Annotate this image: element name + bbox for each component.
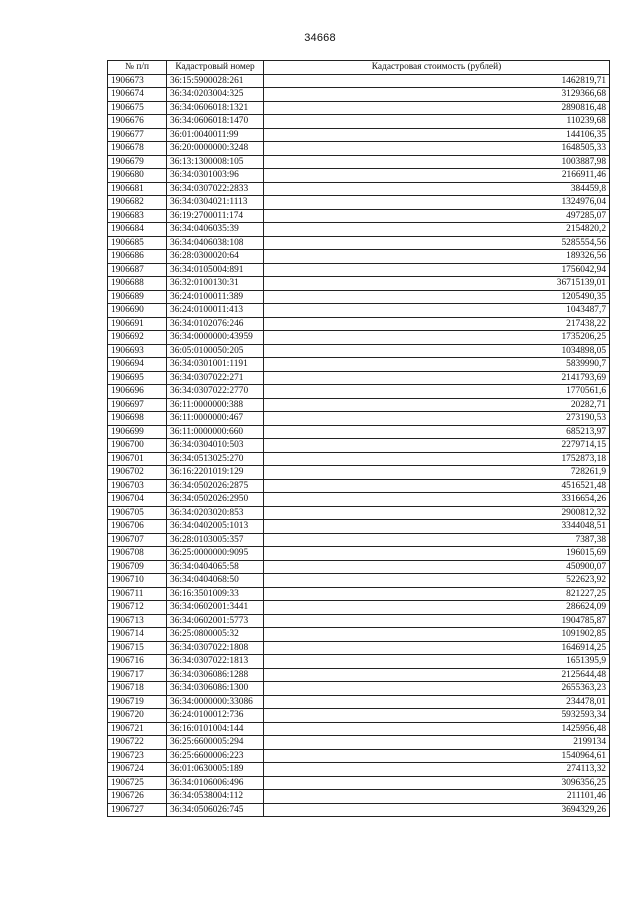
cadastral-number-cell: 36:34:0502026:2875 <box>167 479 264 493</box>
row-number-cell: 1906714 <box>108 628 167 642</box>
cadastral-number-cell: 36:16:0101004:144 <box>167 722 264 736</box>
cadastral-number-cell: 36:34:0307022:1808 <box>167 641 264 655</box>
cadastral-number-cell: 36:34:0404068:50 <box>167 574 264 588</box>
table-row <box>108 155 610 169</box>
row-number-cell: 1906716 <box>108 655 167 669</box>
cadastral-value-cell: 1462819,71 <box>264 74 610 88</box>
table-row <box>108 169 610 183</box>
row-number-cell: 1906685 <box>108 236 167 250</box>
cadastral-value-cell: 1735206,25 <box>264 331 610 345</box>
row-number-cell: 1906690 <box>108 304 167 318</box>
table-row <box>108 385 610 399</box>
table-row <box>108 722 610 736</box>
row-number-cell: 1906708 <box>108 547 167 561</box>
cadastral-value-cell: 217438,22 <box>264 317 610 331</box>
cadastral-number-cell: 36:34:0502026:2950 <box>167 493 264 507</box>
table-row <box>108 182 610 196</box>
cadastral-value-cell: 1425956,48 <box>264 722 610 736</box>
cadastral-value-cell: 1904785,87 <box>264 614 610 628</box>
table-row <box>108 74 610 88</box>
cadastral-value-cell: 3129366,68 <box>264 88 610 102</box>
table-row <box>108 493 610 507</box>
cadastral-value-cell: 2655363,23 <box>264 682 610 696</box>
cadastral-number-cell: 36:34:0307022:271 <box>167 371 264 385</box>
cadastral-value-cell: 2166911,46 <box>264 169 610 183</box>
cadastral-value-cell: 196015,69 <box>264 547 610 561</box>
cadastral-value-cell: 1324976,04 <box>264 196 610 210</box>
table-row <box>108 533 610 547</box>
cadastral-value-cell: 2141793,69 <box>264 371 610 385</box>
cadastral-value-cell: 2154820,2 <box>264 223 610 237</box>
cadastral-value-cell: 36715139,01 <box>264 277 610 291</box>
cadastral-value-cell: 3344048,51 <box>264 520 610 534</box>
table-row <box>108 344 610 358</box>
table-row <box>108 560 610 574</box>
row-number-cell: 1906709 <box>108 560 167 574</box>
row-number-cell: 1906704 <box>108 493 167 507</box>
row-number-cell: 1906722 <box>108 736 167 750</box>
cadastral-value-cell: 274113,32 <box>264 763 610 777</box>
cadastral-value-cell: 2199134 <box>264 736 610 750</box>
row-number-cell: 1906698 <box>108 412 167 426</box>
cadastral-number-cell: 36:34:0406035:39 <box>167 223 264 237</box>
cadastral-value-cell: 273190,53 <box>264 412 610 426</box>
cadastral-number-cell: 36:34:0402005:1013 <box>167 520 264 534</box>
row-number-cell: 1906715 <box>108 641 167 655</box>
header-cadastral-number: Кадастровый номер <box>167 61 264 75</box>
cadastral-number-cell: 36:28:0300020:64 <box>167 250 264 264</box>
cadastral-number-cell: 36:34:0606018:1470 <box>167 115 264 129</box>
cadastral-value-cell: 1646914,25 <box>264 641 610 655</box>
cadastral-number-cell: 36:34:0602001:3441 <box>167 601 264 615</box>
cadastral-value-cell: 3694329,26 <box>264 803 610 817</box>
table-row <box>108 412 610 426</box>
cadastral-value-cell: 2125644,48 <box>264 668 610 682</box>
table-row <box>108 358 610 372</box>
cadastral-value-cell: 728261,9 <box>264 466 610 480</box>
row-number-cell: 1906689 <box>108 290 167 304</box>
cadastral-number-cell: 36:11:0000000:388 <box>167 398 264 412</box>
table-row <box>108 209 610 223</box>
row-number-cell: 1906726 <box>108 790 167 804</box>
cadastral-value-cell: 1756042,94 <box>264 263 610 277</box>
cadastral-value-cell: 1648505,33 <box>264 142 610 156</box>
cadastral-number-cell: 36:34:0307022:2770 <box>167 385 264 399</box>
cadastral-number-cell: 36:13:1300008:105 <box>167 155 264 169</box>
cadastral-number-cell: 36:34:0105004:891 <box>167 263 264 277</box>
cadastral-number-cell: 36:34:0304010:503 <box>167 439 264 453</box>
row-number-cell: 1906723 <box>108 749 167 763</box>
cadastral-value-cell: 1651395,9 <box>264 655 610 669</box>
table-row <box>108 277 610 291</box>
cadastral-value-cell: 3316654,26 <box>264 493 610 507</box>
table-row <box>108 641 610 655</box>
cadastral-number-cell: 36:25:6600006:223 <box>167 749 264 763</box>
cadastral-value-table <box>107 60 610 817</box>
cadastral-value-cell: 497285,07 <box>264 209 610 223</box>
page-number: 34668 <box>304 32 336 44</box>
table-row <box>108 250 610 264</box>
row-number-cell: 1906707 <box>108 533 167 547</box>
cadastral-number-cell: 36:15:5900028:261 <box>167 74 264 88</box>
row-number-cell: 1906700 <box>108 439 167 453</box>
cadastral-number-cell: 36:34:0602001:5773 <box>167 614 264 628</box>
row-number-cell: 1906693 <box>108 344 167 358</box>
row-number-cell: 1906694 <box>108 358 167 372</box>
cadastral-value-cell: 110239,68 <box>264 115 610 129</box>
cadastral-value-cell: 1205490,35 <box>264 290 610 304</box>
table-row <box>108 452 610 466</box>
cadastral-value-cell: 821227,25 <box>264 587 610 601</box>
cadastral-number-cell: 36:25:0000000:9095 <box>167 547 264 561</box>
cadastral-number-cell: 36:01:0040011:99 <box>167 128 264 142</box>
cadastral-value-cell: 5839990,7 <box>264 358 610 372</box>
table-row <box>108 601 610 615</box>
row-number-cell: 1906712 <box>108 601 167 615</box>
row-number-cell: 1906687 <box>108 263 167 277</box>
row-number-cell: 1906720 <box>108 709 167 723</box>
row-number-cell: 1906681 <box>108 182 167 196</box>
row-number-cell: 1906706 <box>108 520 167 534</box>
cadastral-number-cell: 36:34:0307022:2833 <box>167 182 264 196</box>
table-row <box>108 668 610 682</box>
table-row <box>108 304 610 318</box>
row-number-cell: 1906691 <box>108 317 167 331</box>
table-row <box>108 263 610 277</box>
row-number-cell: 1906677 <box>108 128 167 142</box>
table-row <box>108 628 610 642</box>
table-row <box>108 196 610 210</box>
cadastral-number-cell: 36:34:0606018:1321 <box>167 101 264 115</box>
row-number-cell: 1906724 <box>108 763 167 777</box>
table-row <box>108 587 610 601</box>
table-row <box>108 506 610 520</box>
cadastral-value-cell: 144106,35 <box>264 128 610 142</box>
table-row <box>108 790 610 804</box>
cadastral-value-cell: 7387,38 <box>264 533 610 547</box>
table-row <box>108 115 610 129</box>
cadastral-value-cell: 2900812,32 <box>264 506 610 520</box>
cadastral-number-cell: 36:34:0406038:108 <box>167 236 264 250</box>
table-row <box>108 614 610 628</box>
table-row <box>108 142 610 156</box>
table-row <box>108 803 610 817</box>
cadastral-number-cell: 36:11:0000000:467 <box>167 412 264 426</box>
table-header-row <box>108 61 610 75</box>
row-number-cell: 1906725 <box>108 776 167 790</box>
row-number-cell: 1906679 <box>108 155 167 169</box>
table-row <box>108 749 610 763</box>
table-row <box>108 776 610 790</box>
cadastral-number-cell: 36:16:3501009:33 <box>167 587 264 601</box>
cadastral-value-cell: 5285554,56 <box>264 236 610 250</box>
cadastral-number-cell: 36:25:6600005:294 <box>167 736 264 750</box>
row-number-cell: 1906717 <box>108 668 167 682</box>
cadastral-value-cell: 1770561,6 <box>264 385 610 399</box>
cadastral-value-cell: 384459,8 <box>264 182 610 196</box>
cadastral-number-cell: 36:34:0203020:853 <box>167 506 264 520</box>
table-row <box>108 223 610 237</box>
cadastral-number-cell: 36:34:0000000:33086 <box>167 695 264 709</box>
row-number-cell: 1906675 <box>108 101 167 115</box>
cadastral-value-cell: 2890816,48 <box>264 101 610 115</box>
table-row <box>108 101 610 115</box>
header-cadastral-value: Кадастровая стоимость (рублей) <box>264 61 610 75</box>
table-row <box>108 574 610 588</box>
cadastral-number-cell: 36:34:0102076:246 <box>167 317 264 331</box>
cadastral-number-cell: 36:34:0203004:325 <box>167 88 264 102</box>
cadastral-number-cell: 36:25:0800005:32 <box>167 628 264 642</box>
table-row <box>108 398 610 412</box>
cadastral-number-cell: 36:28:0103005:357 <box>167 533 264 547</box>
cadastral-number-cell: 36:34:0538004:112 <box>167 790 264 804</box>
row-number-cell: 1906711 <box>108 587 167 601</box>
row-number-cell: 1906683 <box>108 209 167 223</box>
row-number-cell: 1906678 <box>108 142 167 156</box>
table-row <box>108 128 610 142</box>
cadastral-number-cell: 36:34:0506026:745 <box>167 803 264 817</box>
row-number-cell: 1906718 <box>108 682 167 696</box>
cadastral-number-cell: 36:34:0301003:96 <box>167 169 264 183</box>
table-row <box>108 695 610 709</box>
cadastral-value-cell: 522623,92 <box>264 574 610 588</box>
row-number-cell: 1906673 <box>108 74 167 88</box>
row-number-cell: 1906703 <box>108 479 167 493</box>
cadastral-number-cell: 36:24:0100012:736 <box>167 709 264 723</box>
row-number-cell: 1906680 <box>108 169 167 183</box>
table-body <box>108 74 610 817</box>
cadastral-number-cell: 36:19:2700011:174 <box>167 209 264 223</box>
cadastral-number-cell: 36:34:0000000:43959 <box>167 331 264 345</box>
row-number-cell: 1906721 <box>108 722 167 736</box>
cadastral-value-cell: 5932593,34 <box>264 709 610 723</box>
cadastral-value-cell: 20282,71 <box>264 398 610 412</box>
table-row <box>108 331 610 345</box>
row-number-cell: 1906676 <box>108 115 167 129</box>
cadastral-value-cell: 286624,09 <box>264 601 610 615</box>
cadastral-number-cell: 36:34:0404065:58 <box>167 560 264 574</box>
table-row <box>108 371 610 385</box>
cadastral-value-cell: 3096356,25 <box>264 776 610 790</box>
cadastral-number-cell: 36:34:0301001:1191 <box>167 358 264 372</box>
cadastral-value-cell: 234478,01 <box>264 695 610 709</box>
row-number-cell: 1906684 <box>108 223 167 237</box>
cadastral-value-cell: 189326,56 <box>264 250 610 264</box>
cadastral-number-cell: 36:34:0306086:1300 <box>167 682 264 696</box>
table-row <box>108 763 610 777</box>
cadastral-value-cell: 2279714,15 <box>264 439 610 453</box>
cadastral-value-cell: 685213,97 <box>264 425 610 439</box>
row-number-cell: 1906696 <box>108 385 167 399</box>
cadastral-number-cell: 36:34:0306086:1288 <box>167 668 264 682</box>
cadastral-number-cell: 36:34:0304021:1113 <box>167 196 264 210</box>
table-row <box>108 466 610 480</box>
cadastral-number-cell: 36:24:0100011:413 <box>167 304 264 318</box>
table-row <box>108 520 610 534</box>
cadastral-number-cell: 36:32:0100130:31 <box>167 277 264 291</box>
table-row <box>108 655 610 669</box>
cadastral-value-cell: 1540964,61 <box>264 749 610 763</box>
cadastral-number-cell: 36:34:0307022:1813 <box>167 655 264 669</box>
cadastral-number-cell: 36:05:0100050:205 <box>167 344 264 358</box>
cadastral-value-cell: 1091902,85 <box>264 628 610 642</box>
cadastral-number-cell: 36:20:0000000:3248 <box>167 142 264 156</box>
row-number-cell: 1906702 <box>108 466 167 480</box>
row-number-cell: 1906692 <box>108 331 167 345</box>
table-row <box>108 682 610 696</box>
row-number-cell: 1906688 <box>108 277 167 291</box>
table-row <box>108 479 610 493</box>
row-number-cell: 1906697 <box>108 398 167 412</box>
cadastral-value-cell: 1043487,7 <box>264 304 610 318</box>
table-row <box>108 88 610 102</box>
cadastral-number-cell: 36:24:0100011:389 <box>167 290 264 304</box>
table-row <box>108 709 610 723</box>
row-number-cell: 1906682 <box>108 196 167 210</box>
row-number-cell: 1906701 <box>108 452 167 466</box>
cadastral-number-cell: 36:16:2201019:129 <box>167 466 264 480</box>
cadastral-value-cell: 1752873,18 <box>264 452 610 466</box>
row-number-cell: 1906695 <box>108 371 167 385</box>
table-row <box>108 236 610 250</box>
row-number-cell: 1906713 <box>108 614 167 628</box>
cadastral-value-cell: 4516521,48 <box>264 479 610 493</box>
table-row <box>108 317 610 331</box>
cadastral-number-cell: 36:11:0000000:660 <box>167 425 264 439</box>
row-number-cell: 1906710 <box>108 574 167 588</box>
cadastral-value-cell: 450900,07 <box>264 560 610 574</box>
cadastral-value-cell: 211101,46 <box>264 790 610 804</box>
cadastral-number-cell: 36:34:0513025:270 <box>167 452 264 466</box>
row-number-cell: 1906727 <box>108 803 167 817</box>
row-number-cell: 1906686 <box>108 250 167 264</box>
cadastral-value-cell: 1003887,98 <box>264 155 610 169</box>
table-row <box>108 439 610 453</box>
header-row-number: № п/п <box>108 61 167 75</box>
table-row <box>108 547 610 561</box>
row-number-cell: 1906705 <box>108 506 167 520</box>
table-row <box>108 290 610 304</box>
cadastral-number-cell: 36:01:0630005:189 <box>167 763 264 777</box>
row-number-cell: 1906719 <box>108 695 167 709</box>
cadastral-number-cell: 36:34:0106006:496 <box>167 776 264 790</box>
table-row <box>108 425 610 439</box>
cadastral-value-cell: 1034898,05 <box>264 344 610 358</box>
row-number-cell: 1906674 <box>108 88 167 102</box>
row-number-cell: 1906699 <box>108 425 167 439</box>
table-row <box>108 736 610 750</box>
